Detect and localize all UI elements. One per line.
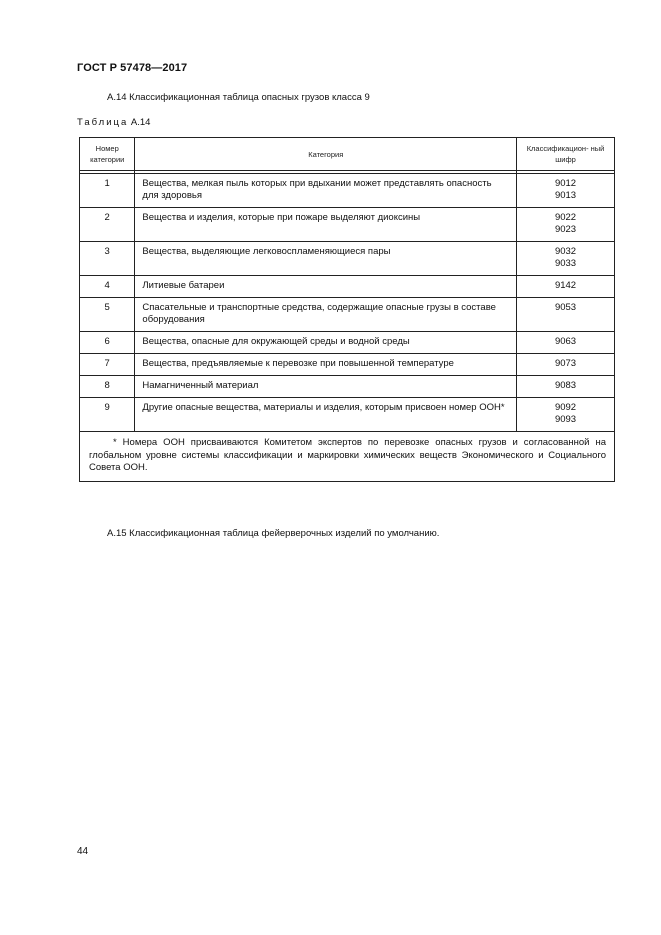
classification-code-cell — [517, 354, 615, 376]
column-header-category: Категория — [135, 138, 517, 171]
table-row — [80, 298, 615, 332]
category-name-cell: Спасательные и транспортные средства, содержащие опасные грузы в составе оборудования — [135, 298, 517, 332]
classification-code-cell — [517, 398, 615, 432]
table-header-row — [80, 138, 615, 171]
classification-code: 9063 — [554, 336, 577, 347]
classification-code: 9083 — [554, 380, 577, 391]
category-name-cell: Вещества и изделия, которые при пожаре выделяют диоксины — [135, 208, 517, 242]
classification-code: 9013 — [554, 190, 577, 201]
category-name-cell: Другие опасные вещества, материалы и изделия, которым присвоен номер ООН* — [135, 398, 517, 432]
classification-table-container — [79, 137, 615, 482]
classification-code-cell — [517, 242, 615, 276]
classification-code: 9142 — [554, 280, 577, 291]
table-footnote — [80, 432, 615, 482]
table-row — [80, 174, 615, 208]
classification-code-cell — [517, 174, 615, 208]
document-standard-header: ГОСТ Р 57478—2017 — [77, 62, 188, 74]
classification-code-cell — [517, 208, 615, 242]
table-row — [80, 208, 615, 242]
column-header-code: Классификацион- ный шифр — [517, 138, 615, 171]
category-name-cell: Вещества, выделяющие легковоспламеняющиеся пары — [135, 242, 517, 276]
category-number-cell: 4 — [80, 276, 135, 298]
classification-table — [79, 137, 615, 482]
table-row — [80, 398, 615, 432]
category-number-cell: 8 — [80, 376, 135, 398]
classification-code: 9033 — [554, 258, 577, 269]
classification-code-cell — [517, 332, 615, 354]
category-number-cell: 7 — [80, 354, 135, 376]
table-row — [80, 242, 615, 276]
section-title-a15: А.15 Классификационная таблица фейерверочных изделий по умолчанию. — [107, 528, 440, 539]
classification-code: 9012 — [554, 178, 577, 189]
table-body — [80, 171, 615, 432]
category-number-cell: 3 — [80, 242, 135, 276]
category-number-cell: 9 — [80, 398, 135, 432]
classification-code: 9093 — [554, 414, 577, 425]
page-number: 44 — [77, 846, 89, 857]
classification-code: 9023 — [554, 224, 577, 235]
classification-code: 9032 — [554, 246, 577, 257]
table-label — [77, 117, 150, 128]
section-title-a14: А.14 Классификационная таблица опасных грузов класса 9 — [107, 92, 370, 103]
category-number-cell: 5 — [80, 298, 135, 332]
table-label-number: А.14 — [130, 117, 151, 128]
category-name-cell: Вещества, опасные для окружающей среды и водной среды — [135, 332, 517, 354]
classification-code-cell — [517, 376, 615, 398]
classification-code-cell — [517, 276, 615, 298]
table-label-word: Таблица — [77, 117, 129, 128]
classification-code: 9053 — [554, 302, 577, 313]
table-row — [80, 376, 615, 398]
category-number-cell: 1 — [80, 174, 135, 208]
table-row — [80, 332, 615, 354]
classification-code: 9022 — [554, 212, 577, 223]
table-row — [80, 276, 615, 298]
category-name-cell: Вещества, мелкая пыль которых при вдыхании может представлять опасность для здоровья — [135, 174, 517, 208]
table-footnote-row — [80, 432, 615, 482]
category-name-cell: Намагниченный материал — [135, 376, 517, 398]
category-name-cell: Вещества, предъявляемые к перевозке при повышенной температуре — [135, 354, 517, 376]
column-header-num: Номер категории — [80, 138, 135, 171]
category-name-cell: Литиевые батареи — [135, 276, 517, 298]
category-number-cell: 6 — [80, 332, 135, 354]
classification-code: 9092 — [554, 402, 577, 413]
classification-code: 9073 — [554, 358, 577, 369]
classification-code-cell — [517, 298, 615, 332]
table-row — [80, 354, 615, 376]
category-number-cell: 2 — [80, 208, 135, 242]
footnote-text: * Номера ООН присваиваются Комитетом экспертов по перевозке опасных грузов и согласованной на глобальном уровне системы классификации и маркировки химических веществ Экономического и Социального Совета ООН. — [89, 437, 606, 473]
